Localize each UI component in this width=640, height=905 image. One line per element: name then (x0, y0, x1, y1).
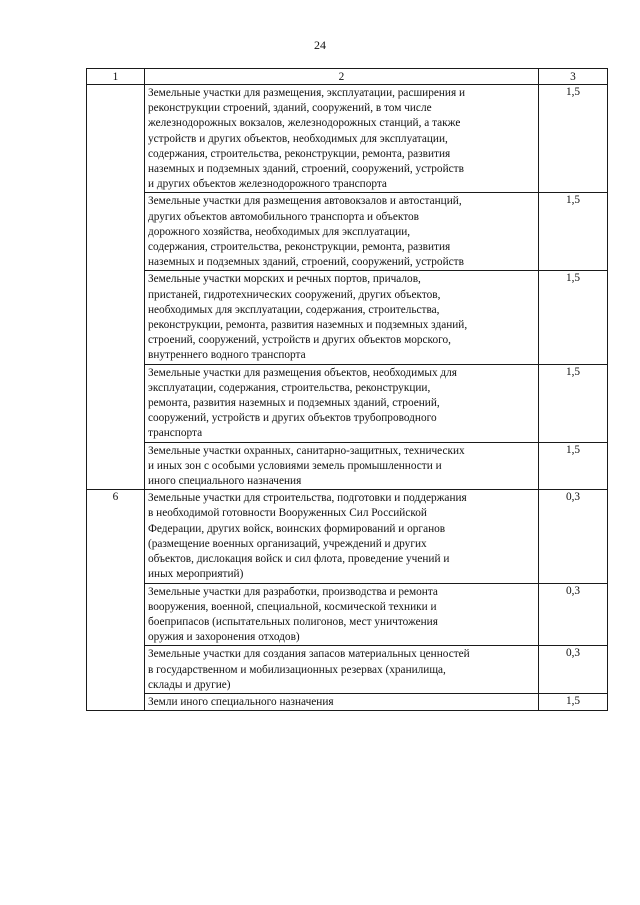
description-line: (размещение военных организаций, учреждений и других (148, 537, 427, 550)
table-row (87, 693, 608, 710)
description-line: ремонта, развития наземных и подземных зданий, строений, (148, 397, 440, 410)
description-line: дорожного хозяйства, необходимых для эксплуатации, (148, 225, 411, 238)
description-line: реконструкции, ремонта, развития наземных и подземных зданий, (148, 319, 468, 332)
land-category-description (145, 364, 539, 442)
table-row (87, 583, 608, 646)
description-line: необходимых для эксплуатации, содержания, строительства, (148, 303, 440, 316)
tax-rate-value: 1,5 (539, 364, 608, 442)
description-line: Земельные участки морских и речных портов, причалов, (148, 273, 421, 286)
description-line: и других объектов железнодорожного транспорта (148, 178, 387, 191)
header-column-2: 2 (145, 69, 539, 85)
description-line: устройств и других объектов, необходимых для эксплуатации, (148, 132, 448, 145)
tax-rate-value: 0,3 (539, 646, 608, 694)
tax-rate-value: 1,5 (539, 442, 608, 490)
table-body (87, 69, 608, 711)
table-row (87, 490, 608, 583)
table-row (87, 271, 608, 364)
description-line: Земельные участки для разработки, производства и ремонта (148, 585, 438, 598)
land-category-description (145, 193, 539, 271)
description-line: иных мероприятий) (148, 568, 244, 581)
description-line: оружия и захоронения отходов) (148, 631, 300, 644)
tax-rate-value: 1,5 (539, 271, 608, 364)
description-line: объектов, дислокация войск и сил флота, проведение учений и (148, 553, 450, 566)
page-number: 24 (314, 38, 326, 52)
description-line: и иных зон с особыми условиями земель промышленности и (148, 459, 442, 472)
description-line: железнодорожных вокзалов, железнодорожных станций, а также (148, 117, 461, 130)
tax-rate-value: 1,5 (539, 193, 608, 271)
description-line: склады и другие) (148, 678, 231, 691)
tax-rate-value: 1,5 (539, 85, 608, 193)
description-line: наземных и подземных зданий, строений, сооружений, устройств (148, 256, 464, 269)
description-line: иного специального назначения (148, 475, 302, 488)
table-row (87, 85, 608, 193)
tax-rate-value: 0,3 (539, 490, 608, 583)
description-line: Федерации, других войск, воинских формирований и органов (148, 522, 446, 535)
description-line: сооружений, устройств и других объектов трубопроводного (148, 412, 437, 425)
header-column-1: 1 (87, 69, 145, 85)
description-line: транспорта (148, 427, 203, 440)
description-line: Земельные участки для размещения, эксплуатации, расширения и (148, 87, 466, 99)
description-line: в государственном и мобилизационных резервах (хранилища, (148, 663, 446, 676)
description-line: Земельные участки для создания запасов материальных ценностей (148, 648, 470, 661)
description-line: Земельные участки для размещения объектов, необходимых для (148, 366, 457, 379)
description-line: вооружения, военной, специальной, космической техники и (148, 600, 437, 613)
land-category-description (145, 85, 539, 193)
description-line: пристаней, гидротехнических сооружений, других объектов, (148, 288, 441, 301)
land-category-description (145, 271, 539, 364)
land-category-description (145, 646, 539, 694)
table-row (87, 364, 608, 442)
description-line: содержания, строительства, реконструкции, ремонта, развития (148, 241, 451, 254)
land-tax-rate-table (86, 68, 608, 711)
description-line: Земельные участки охранных, санитарно-защитных, технических (148, 444, 465, 457)
table-header-row (87, 69, 608, 85)
description-line: строений, сооружений, устройств и других объектов морского, (148, 334, 451, 347)
header-column-3: 3 (539, 69, 608, 85)
land-category-description (145, 490, 539, 583)
row-number-cell: 6 (87, 490, 145, 711)
tax-rate-value: 1,5 (539, 693, 608, 710)
table-row (87, 646, 608, 694)
description-line: Земельные участки для строительства, подготовки и поддержания (148, 492, 467, 505)
row-number-cell (87, 85, 145, 490)
land-category-description (145, 693, 539, 710)
description-line: в необходимой готовности Вооруженных Сил Российской (148, 507, 427, 520)
tax-rate-value: 0,3 (539, 583, 608, 646)
description-line: наземных и подземных зданий, строений, сооружений, устройств (148, 163, 464, 176)
description-line: эксплуатации, содержания, строительства, реконструкции, (148, 381, 431, 394)
description-line: боеприпасов (испытательных полигонов, мест уничтожения (148, 615, 438, 628)
land-category-description (145, 583, 539, 646)
description-line: содержания, строительства, реконструкции, ремонта, развития (148, 147, 451, 160)
table-row (87, 442, 608, 490)
description-line: реконструкции строений, зданий, сооружений, в том числе (148, 102, 432, 115)
description-line: Земли иного специального назначения (148, 695, 334, 708)
description-line: внутреннего водного транспорта (148, 349, 306, 362)
table-row (87, 193, 608, 271)
land-category-description (145, 442, 539, 490)
description-line: других объектов автомобильного транспорта и объектов (148, 210, 419, 223)
description-line: Земельные участки для размещения автовокзалов и автостанций, (148, 195, 462, 208)
